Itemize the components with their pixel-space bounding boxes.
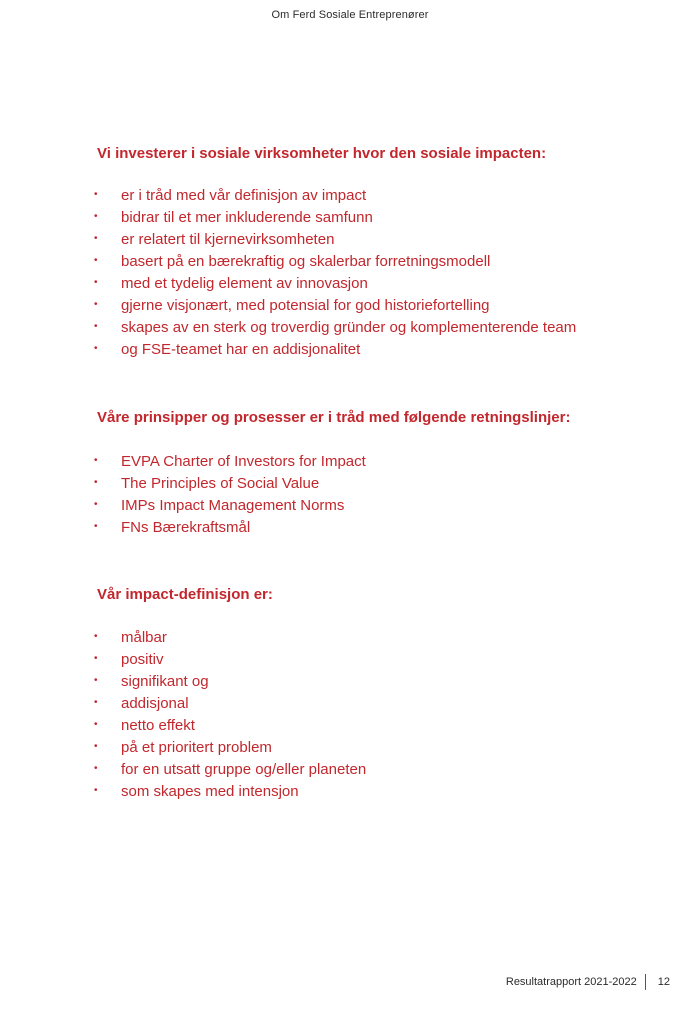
list-item-text: som skapes med intensjon: [121, 783, 299, 800]
bullet-icon: •: [94, 785, 98, 796]
list-item-text: er i tråd med vår definisjon av impact: [121, 187, 367, 204]
bullet-icon: •: [94, 653, 98, 664]
bullet-icon: •: [94, 211, 98, 222]
list-item-text: netto effekt: [121, 717, 195, 734]
list-item: [94, 295, 576, 317]
section-investment-criteria: [94, 144, 657, 358]
list-item: [94, 229, 576, 251]
list-item-text: målbar: [121, 629, 167, 646]
list-item: [94, 671, 366, 693]
list-item: [94, 627, 366, 649]
bullet-icon: •: [94, 697, 98, 708]
page-number: 12: [657, 976, 670, 988]
list-item: [94, 317, 576, 339]
list-item: [94, 273, 576, 295]
bullet-icon: •: [94, 233, 98, 244]
section-heading: Vår impact-definisjon er:: [97, 586, 273, 603]
bullet-icon: •: [94, 189, 98, 200]
list-item: [94, 649, 366, 671]
bullet-icon: •: [94, 321, 98, 332]
list-item: [94, 517, 366, 539]
list-item-text: IMPs Impact Management Norms: [121, 497, 345, 514]
section-heading: Vi investerer i sosiale virksomheter hvor den sosiale impacten:: [97, 145, 547, 162]
list-item: [94, 693, 366, 715]
report-title: Resultatrapport 2021-2022: [505, 976, 637, 988]
bullet-icon: •: [94, 343, 98, 354]
footer-divider: [645, 974, 646, 990]
bullet-icon: •: [94, 499, 98, 510]
bullet-icon: •: [94, 477, 98, 488]
list-item: [94, 737, 366, 759]
list-item-text: bidrar til et mer inkluderende samfunn: [121, 209, 373, 226]
list-item-text: er relatert til kjernevirksomheten: [121, 231, 335, 248]
bullet-icon: •: [94, 277, 98, 288]
bullet-icon: •: [94, 299, 98, 310]
bullet-icon: •: [94, 741, 98, 752]
bullet-icon: •: [94, 719, 98, 730]
list-item-text: for en utsatt gruppe og/eller planeten: [121, 761, 367, 778]
bullet-icon: •: [94, 255, 98, 266]
list-item: [94, 251, 576, 273]
list-item-text: og FSE-teamet har en addisjonalitet: [121, 341, 361, 358]
list-item: [94, 715, 366, 737]
bullet-list: [94, 185, 576, 361]
bullet-icon: •: [94, 521, 98, 532]
bullet-icon: •: [94, 763, 98, 774]
list-item: [94, 759, 366, 781]
page-header: Om Ferd Sosiale Entreprenører: [271, 9, 429, 21]
list-item-text: gjerne visjonært, med potensial for god historiefortelling: [121, 297, 490, 314]
list-item-text: med et tydelig element av innovasjon: [121, 275, 368, 292]
list-item: [94, 495, 366, 517]
list-item-text: basert på en bærekraftig og skalerbar forretningsmodell: [121, 253, 491, 270]
list-item-text: FNs Bærekraftsmål: [121, 519, 251, 536]
list-item-text: EVPA Charter of Investors for Impact: [121, 453, 366, 470]
section-impact-definition: [94, 585, 657, 800]
bullet-icon: •: [94, 675, 98, 686]
section-heading: Våre prinsipper og prosesser er i tråd med følgende retningslinjer:: [97, 409, 571, 426]
list-item: [94, 339, 576, 361]
list-item-text: The Principles of Social Value: [121, 475, 320, 492]
list-item: [94, 451, 366, 473]
list-item-text: skapes av en sterk og troverdig gründer og komplementerende team: [121, 319, 577, 336]
page-footer: [506, 974, 670, 990]
list-item: [94, 185, 576, 207]
list-item: [94, 781, 366, 803]
bullet-list: [94, 451, 366, 539]
list-item: [94, 207, 576, 229]
list-item-text: signifikant og: [121, 673, 209, 690]
list-item-text: positiv: [121, 651, 164, 668]
bullet-icon: •: [94, 455, 98, 466]
list-item: [94, 473, 366, 495]
bullet-icon: •: [94, 631, 98, 642]
list-item-text: addisjonal: [121, 695, 189, 712]
list-item-text: på et prioritert problem: [121, 739, 272, 756]
section-principles: [94, 408, 657, 536]
bullet-list: [94, 627, 366, 803]
